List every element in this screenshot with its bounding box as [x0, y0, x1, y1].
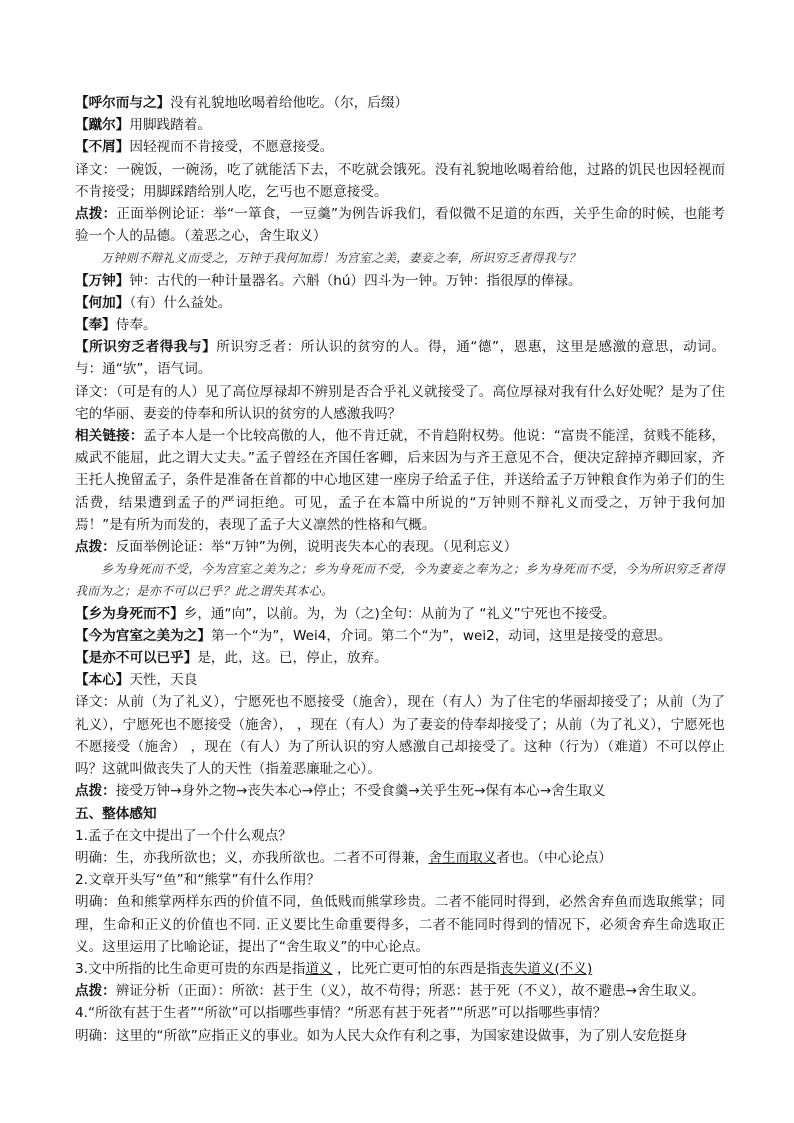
text-line: [75, 536, 725, 558]
text-line: [75, 691, 725, 780]
term-label: 点拨：: [75, 539, 116, 556]
term-label: 点拨：: [75, 983, 116, 1000]
term-label: 【呼尔而与之】: [75, 95, 171, 111]
text-segment: 1.孟子在文中提出了一个什么观点？: [75, 827, 292, 844]
text-line: [75, 314, 725, 336]
text-segment: 没有礼貌地吆喝着给他吃。（尔，后缀）: [170, 95, 409, 111]
text-line: [75, 1002, 725, 1024]
text-segment: 辨证分析（正面）：所欲：甚于生（义），故不苟得；所恶：甚于死（不义），故不避患→舍生取义。: [115, 983, 705, 1000]
text-line: [75, 625, 725, 647]
text-line: [75, 92, 725, 114]
classical-text-line: [75, 558, 725, 602]
text-segment: 所识穷乏者：所认识的贫穷的人。得，通“德”，恩惠，这里是感激的意思，动词。与：通“欤”，语气词。: [75, 339, 725, 378]
text-segment: 3.文中所指的比生命更可贵的东西是指: [75, 960, 306, 977]
text-line: [75, 603, 725, 625]
underlined-answer: 丧失道义(不义): [500, 960, 593, 977]
text-segment: 译文：（可是有的人）见了高位厚禄却不辨别是否合乎礼义就接受了。高位厚禄对我有什么好处呢？是为了住宅的华丽、妻妾的侍奉和所认识的贫穷的人感激我吗？: [75, 383, 725, 422]
term-label: 点拨：: [75, 206, 117, 223]
term-label: 【是亦不可以已乎】: [75, 650, 198, 667]
term-label: 【奉】: [75, 317, 116, 334]
text-line: [75, 891, 725, 958]
text-line: [75, 270, 725, 292]
text-segment: 者也。（中心论点）: [496, 849, 612, 866]
text-segment: 万钟则不辩礼义而受之，万钟于我何加焉！为宫室之美，妻妾之奉，所识穷乏者得我与？: [101, 251, 581, 266]
text-segment: 明确：这里的“所欲”应指正义的事业。如为人民大众作有利之事，为国家建设做事，为了别人安危挺身: [75, 1027, 688, 1044]
text-line: [75, 336, 725, 380]
text-line: [75, 425, 725, 536]
text-segment: 2.文章开头写“鱼”和“熊掌”有什么作用？: [75, 872, 321, 889]
text-segment: 译文：从前（为了礼义），宁愿死也不愿接受（施舍），现在（有人）为了住宅的华丽却接受了；从前（为了礼义），宁愿死也不愿接受（施舍）， ，现在（有人）为了妻妾的侍奉却接受了；从前（为了礼义），宁愿死也不愿接受（施舍） ，现在（有人）为了所认识的穷人感激自己却接受了。这种（行为）（难道）不可以停止吗？这就叫做丧失了人的天性（指羞恶廉耻之心）。: [75, 694, 726, 778]
text-segment: 译文：一碗饭，一碗汤，吃了就能活下去，不吃就会饿死。没有礼貌地吆喝着给他，过路的饥民也因轻视而不肯接受；用脚踩踏给别人吃，乞丐也不愿意接受。: [75, 161, 725, 200]
term-label: 【何加】: [75, 294, 130, 311]
text-segment: （有）什么益处。: [129, 294, 232, 311]
text-segment: 正面举例论证：举“一箪食，一豆羹”为例告诉我们，看似微不足道的东西，关乎生命的时候，也能考验一个人的品德。（羞恶之心，舍生取义）: [75, 206, 725, 245]
underlined-answer: 舍生而取义: [428, 849, 497, 866]
term-label: 【乡为身死而不】: [75, 605, 184, 622]
classical-text-line: [75, 247, 725, 269]
text-line: [75, 292, 725, 314]
text-segment: 乡为身死而不受，今为宫室之美为之；乡为身死而不受，今为妻妾之奉为之；乡为身死而不受，今为所识穷乏者得我而为之；是亦不可以已乎？此之谓失其本心。: [75, 562, 725, 599]
text-line: [75, 114, 725, 136]
text-line: [75, 136, 725, 158]
text-line: [75, 780, 725, 802]
text-line: [75, 203, 725, 247]
text-line: [75, 647, 725, 669]
text-line: [75, 381, 725, 425]
underlined-answer: 道义: [305, 960, 333, 977]
text-segment: 侍奉。: [115, 317, 157, 334]
term-label: 点拨：: [75, 783, 116, 800]
text-segment: 接受万钟→身外之物→丧失本心→停止；不受食羹→关乎生死→保有本心→舍生取义: [115, 783, 606, 800]
text-line: [75, 803, 725, 825]
term-label: 【本心】: [75, 672, 130, 689]
document-page: [75, 92, 725, 1047]
text-line: [75, 869, 725, 891]
text-segment: 明确：鱼和熊掌两样东西的价值不同，鱼低贱而熊掌珍贵。二者不能同时得到，必然舍弃鱼而选取熊掌；同理，生命和正义的价值也不同. 正义要比生命重要得多，二者不能同时得到的情况下，必须舍弃生命选取正义。这里运用了比喻论证，提出了“舍生取义”的中心论点。: [75, 894, 725, 955]
text-line: [75, 958, 725, 980]
text-segment: 反面举例论证：举“万钟”为例，说明丧失本心的表现。（见利忘义）: [115, 539, 518, 556]
term-label: 【不屑】: [75, 139, 130, 156]
term-label: 相关链接：: [75, 428, 144, 445]
term-label: 【所识穷乏者得我与】: [75, 339, 217, 356]
text-segment: 乡，通“向”，以前。为，为（之)全句：从前为了 “礼义”宁死也不接受。: [183, 605, 616, 622]
text-segment: ，比死亡更可怕的东西是指: [332, 960, 501, 977]
text-segment: 孟子本人是一个比较高傲的人，他不肯迁就，不肯趋附权势。他说：“富贵不能淫，贫贱不能移，威武不能屈，此之谓大丈夫。”孟子曾经在齐国任客卿，后来因为与齐王意见不合，便决定辞掉齐卿回家，齐王托人挽留孟子，条件是准备在首都的中心地区建一座房子给孟子住，并送给孟子万钟粮食作为弟子们的生活费，结果遭到孟子的严词拒绝。可见，孟子在本篇中所说的“万钟则不辩礼义而受之，万钟于我何加焉！”是有所为而发的，表现了孟子大义凛然的性格和气概。: [75, 428, 725, 533]
text-segment: 4.“所欲有甚于生者”“所欲”可以指哪些事情？“所恶有甚于死者”“所恶”可以指哪些事情？: [75, 1005, 607, 1022]
text-line: [75, 825, 725, 847]
text-line: [75, 1025, 725, 1047]
term-label: 五、整体感知: [75, 805, 157, 822]
term-label: 【蹴尔】: [75, 117, 130, 134]
text-line: [75, 669, 725, 691]
text-segment: 钟：古代的一种计量器名。六斛（hú）四斗为一钟。万钟：指很厚的俸禄。: [129, 272, 582, 289]
text-segment: 因轻视而不肯接受，不愿意接受。: [129, 139, 334, 156]
text-segment: 天性，天良: [129, 672, 198, 689]
text-segment: 明确：生，亦我所欲也；义，亦我所欲也。二者不可得兼，: [75, 849, 429, 866]
text-line: [75, 980, 725, 1002]
text-segment: 用脚践踏着。: [129, 117, 211, 134]
text-line: [75, 847, 725, 869]
text-segment: 第一个“为”，Wei4，介词。第二个“为”，wei2，动词，这里是接受的意思。: [210, 627, 672, 644]
term-label: 【万钟】: [75, 272, 130, 289]
text-line: [75, 159, 725, 203]
term-label: 【今为宫室之美为之】: [75, 627, 211, 644]
text-segment: 是，此，这。已，停止，放弃。: [197, 650, 388, 667]
